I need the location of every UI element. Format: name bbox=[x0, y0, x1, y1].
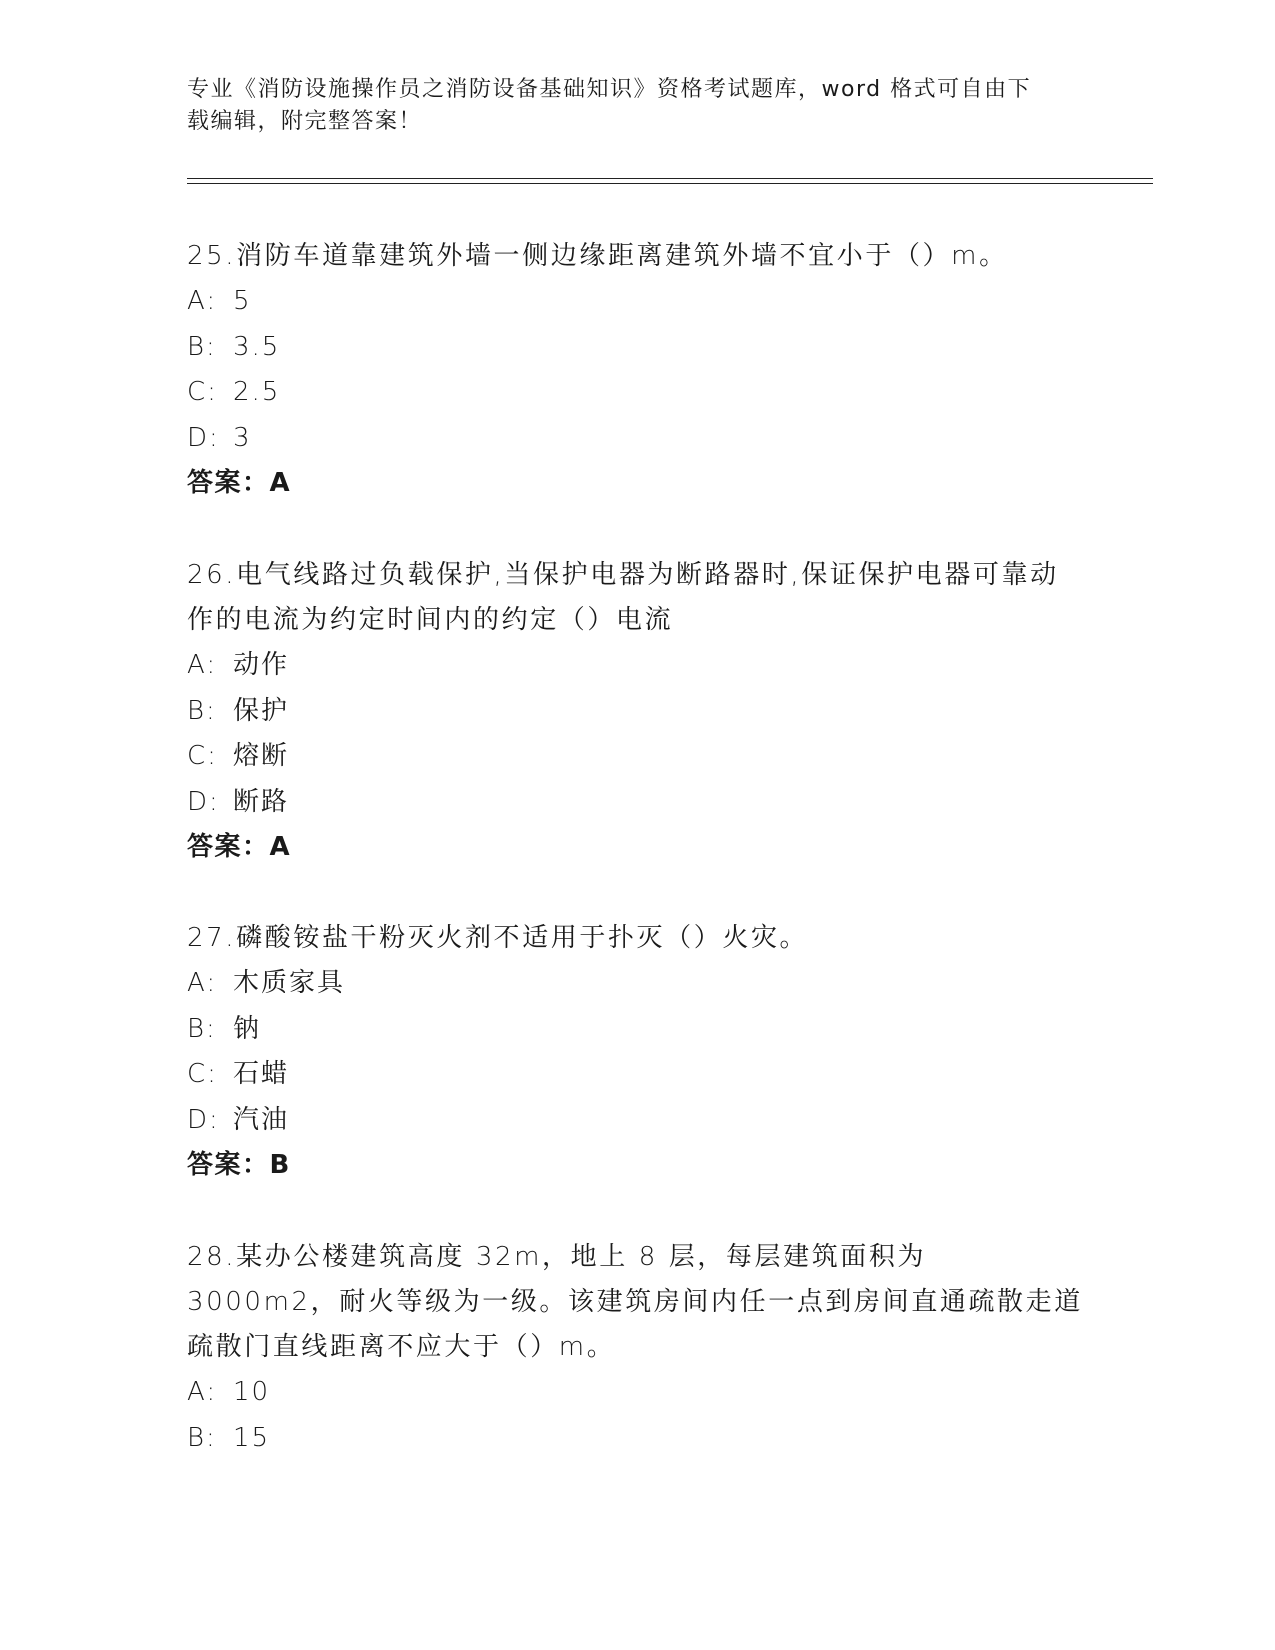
question-text: 28.某办公楼建筑高度 32m，地上 8 层，每层建筑面积为 3000m2，耐火等级为一级。该建筑房间内任一点到房间直通疏散走道疏散门直线距离不应大于（）m。 bbox=[187, 1242, 1083, 1362]
option-key: B: bbox=[187, 695, 217, 726]
option-value: 保护 bbox=[233, 695, 290, 726]
option-a bbox=[187, 1370, 1087, 1416]
option-key: A: bbox=[187, 650, 218, 680]
option-b bbox=[187, 1416, 1087, 1462]
question-28 bbox=[187, 1235, 1087, 1461]
question-text: 27.磷酸铵盐干粉灭火剂不适用于扑灭（）火灾。 bbox=[187, 923, 809, 953]
option-d bbox=[187, 1098, 1087, 1144]
question-26 bbox=[187, 553, 1087, 870]
answer-line: 答案：A bbox=[187, 832, 292, 862]
header-line-2: 载编辑，附完整答案！ bbox=[187, 109, 423, 134]
option-key: B: bbox=[187, 1013, 217, 1044]
option-a bbox=[187, 643, 1087, 689]
header-divider-bottom bbox=[187, 183, 1153, 184]
option-key: A: bbox=[187, 968, 218, 998]
answer-line: 答案：B bbox=[187, 1150, 291, 1180]
option-value: 木质家具 bbox=[233, 968, 346, 998]
document-header bbox=[187, 74, 1087, 138]
question-text: 25.消防车道靠建筑外墙一侧边缘距离建筑外墙不宜小于（）m。 bbox=[187, 241, 1008, 271]
option-key: D: bbox=[187, 422, 220, 453]
option-value: 汽油 bbox=[233, 1104, 290, 1135]
option-value: 钠 bbox=[233, 1013, 262, 1044]
option-value: 3.5 bbox=[233, 331, 281, 362]
option-key: B: bbox=[187, 1422, 217, 1453]
option-value: 石蜡 bbox=[233, 1059, 290, 1089]
option-b bbox=[187, 689, 1087, 735]
option-value: 熔断 bbox=[233, 741, 290, 771]
question-27 bbox=[187, 916, 1087, 1188]
option-d bbox=[187, 416, 1087, 462]
question-25 bbox=[187, 234, 1087, 506]
option-key: C: bbox=[187, 377, 218, 407]
option-value: 10 bbox=[233, 1377, 271, 1407]
option-value: 2.5 bbox=[233, 377, 281, 407]
answer-line: 答案：A bbox=[187, 468, 292, 498]
option-key: A: bbox=[187, 286, 218, 316]
option-key: D: bbox=[187, 1104, 220, 1135]
option-a bbox=[187, 279, 1087, 325]
option-value: 动作 bbox=[233, 650, 290, 680]
option-a bbox=[187, 961, 1087, 1007]
option-key: C: bbox=[187, 741, 218, 771]
option-key: D: bbox=[187, 786, 220, 817]
option-c bbox=[187, 1052, 1087, 1098]
option-value: 5 bbox=[233, 286, 252, 316]
option-c bbox=[187, 370, 1087, 416]
option-value: 15 bbox=[233, 1422, 271, 1453]
option-key: C: bbox=[187, 1059, 218, 1089]
option-b bbox=[187, 325, 1087, 371]
option-value: 3 bbox=[233, 422, 252, 453]
option-value: 断路 bbox=[233, 786, 290, 817]
option-b bbox=[187, 1007, 1087, 1053]
option-c bbox=[187, 734, 1087, 780]
option-d bbox=[187, 780, 1087, 826]
header-divider-top bbox=[187, 178, 1153, 179]
question-text: 26.电气线路过负载保护,当保护电器为断路器时,保证保护电器可靠动作的电流为约定时间内的约定（）电流 bbox=[187, 560, 1059, 635]
header-line-1: 专业《消防设施操作员之消防设备基础知识》资格考试题库，word 格式可自由下 bbox=[187, 77, 1032, 102]
option-key: A: bbox=[187, 1377, 218, 1407]
option-key: B: bbox=[187, 331, 217, 362]
